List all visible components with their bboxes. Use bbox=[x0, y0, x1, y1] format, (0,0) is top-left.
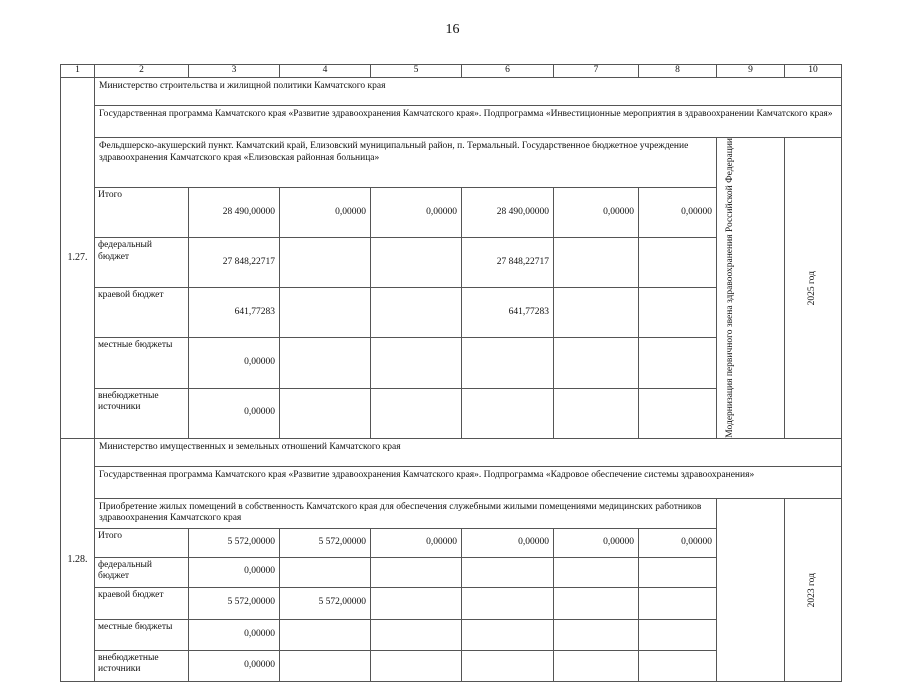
value-cell bbox=[554, 557, 639, 587]
value-cell: 641,77283 bbox=[462, 288, 554, 338]
budget-table bbox=[60, 64, 842, 682]
value-cell bbox=[280, 650, 371, 681]
program-name: Государственная программа Камчатского края «Развитие здравоохранения Камчатского края». Подпрограмма «Кадровое обеспечение системы здравоохранения» bbox=[95, 466, 842, 498]
value-cell bbox=[462, 557, 554, 587]
ministry-name: Министерство имущественных и земельных отношений Камчатского края bbox=[95, 438, 842, 466]
program-row bbox=[61, 106, 842, 138]
value-cell: 5 572,00000 bbox=[189, 587, 280, 619]
value-cell bbox=[462, 388, 554, 438]
value-cell bbox=[639, 587, 717, 619]
value-cell bbox=[554, 288, 639, 338]
value-cell bbox=[371, 557, 462, 587]
value-cell bbox=[280, 238, 371, 288]
header-cell: 3 bbox=[189, 65, 280, 78]
value-cell bbox=[554, 338, 639, 388]
row-label: внебюджетные источники bbox=[95, 388, 189, 438]
value-cell bbox=[462, 619, 554, 650]
value-cell: 641,77283 bbox=[189, 288, 280, 338]
value-cell bbox=[554, 619, 639, 650]
value-cell: 28 490,00000 bbox=[189, 188, 280, 238]
value-cell bbox=[371, 288, 462, 338]
row-label: Итого bbox=[95, 188, 189, 238]
header-cell: 9 bbox=[717, 65, 785, 78]
value-cell bbox=[371, 650, 462, 681]
value-cell: 0,00000 bbox=[189, 557, 280, 587]
value-cell bbox=[554, 388, 639, 438]
value-cell bbox=[639, 388, 717, 438]
ministry-row bbox=[61, 438, 842, 466]
value-cell bbox=[280, 619, 371, 650]
value-cell bbox=[639, 619, 717, 650]
value-cell: 0,00000 bbox=[554, 528, 639, 557]
value-cell: 0,00000 bbox=[639, 528, 717, 557]
goal-cell bbox=[717, 138, 785, 439]
value-cell bbox=[639, 557, 717, 587]
row-label: федеральный бюджет bbox=[95, 557, 189, 587]
value-cell bbox=[371, 338, 462, 388]
header-cell: 4 bbox=[280, 65, 371, 78]
header-row bbox=[61, 65, 842, 78]
value-cell: 5 572,00000 bbox=[280, 587, 371, 619]
object-name: Фельдшерско-акушерский пункт. Камчатский край, Елизовский муниципальный район, п. Термальный. Государственное бюджетное учреждение здравоохранения Камчатского края «Елизовская районная больница» bbox=[95, 138, 717, 188]
row-label: краевой бюджет bbox=[95, 288, 189, 338]
value-cell: 0,00000 bbox=[189, 619, 280, 650]
section-number: 1.28. bbox=[61, 438, 95, 681]
value-cell bbox=[280, 388, 371, 438]
year-text: 2025 год bbox=[807, 270, 818, 306]
program-name: Государственная программа Камчатского края «Развитие здравоохранения Камчатского края». Подпрограмма «Инвестиционные мероприятия в здравоохранении Камчатского края» bbox=[95, 106, 842, 138]
value-cell bbox=[280, 338, 371, 388]
value-cell bbox=[371, 388, 462, 438]
value-cell bbox=[462, 338, 554, 388]
value-cell bbox=[554, 587, 639, 619]
year-text: 2023 год bbox=[807, 572, 818, 607]
value-cell bbox=[639, 288, 717, 338]
object-row bbox=[61, 138, 842, 188]
header-cell: 5 bbox=[371, 65, 462, 78]
value-cell bbox=[554, 238, 639, 288]
value-cell: 28 490,00000 bbox=[462, 188, 554, 238]
value-cell bbox=[639, 338, 717, 388]
value-cell: 5 572,00000 bbox=[189, 528, 280, 557]
value-cell bbox=[371, 238, 462, 288]
header-cell: 7 bbox=[554, 65, 639, 78]
value-cell bbox=[371, 619, 462, 650]
value-cell bbox=[280, 288, 371, 338]
row-label: местные бюджеты bbox=[95, 338, 189, 388]
value-cell: 0,00000 bbox=[462, 528, 554, 557]
value-cell: 0,00000 bbox=[371, 188, 462, 238]
header-cell: 8 bbox=[639, 65, 717, 78]
row-label: местные бюджеты bbox=[95, 619, 189, 650]
value-cell bbox=[639, 650, 717, 681]
program-row bbox=[61, 466, 842, 498]
value-cell: 0,00000 bbox=[639, 188, 717, 238]
value-cell: 0,00000 bbox=[371, 528, 462, 557]
value-cell: 5 572,00000 bbox=[280, 528, 371, 557]
goal-cell bbox=[717, 498, 785, 681]
page-number: 16 bbox=[445, 22, 460, 37]
object-row bbox=[61, 498, 842, 528]
header-cell: 1 bbox=[61, 65, 95, 78]
value-cell bbox=[462, 587, 554, 619]
object-name: Приобретение жилых помещений в собственность Камчатского края для обеспечения служебными жилыми помещениями медицинских работников здравоохранения Камчатского края bbox=[95, 498, 717, 528]
value-cell bbox=[639, 238, 717, 288]
value-cell: 27 848,22717 bbox=[189, 238, 280, 288]
row-label: внебюджетные источники bbox=[95, 650, 189, 681]
value-cell bbox=[554, 650, 639, 681]
value-cell bbox=[462, 650, 554, 681]
value-cell: 27 848,22717 bbox=[462, 238, 554, 288]
header-cell: 2 bbox=[95, 65, 189, 78]
row-label: краевой бюджет bbox=[95, 587, 189, 619]
header-cell: 10 bbox=[785, 65, 842, 78]
value-cell bbox=[371, 587, 462, 619]
value-cell bbox=[280, 557, 371, 587]
value-cell: 0,00000 bbox=[280, 188, 371, 238]
row-label: Итого bbox=[95, 528, 189, 557]
value-cell: 0,00000 bbox=[189, 650, 280, 681]
ministry-row bbox=[61, 78, 842, 106]
row-label: федеральный бюджет bbox=[95, 238, 189, 288]
year-cell bbox=[785, 498, 842, 681]
goal-text: Модернизация первичного звена здравоохранения Российской Федерации bbox=[724, 138, 735, 438]
year-cell bbox=[785, 138, 842, 439]
value-cell: 0,00000 bbox=[189, 338, 280, 388]
value-cell: 0,00000 bbox=[189, 388, 280, 438]
ministry-name: Министерство строительства и жилищной политики Камчатского края bbox=[95, 78, 842, 106]
section-number: 1.27. bbox=[61, 78, 95, 439]
value-cell: 0,00000 bbox=[554, 188, 639, 238]
header-cell: 6 bbox=[462, 65, 554, 78]
